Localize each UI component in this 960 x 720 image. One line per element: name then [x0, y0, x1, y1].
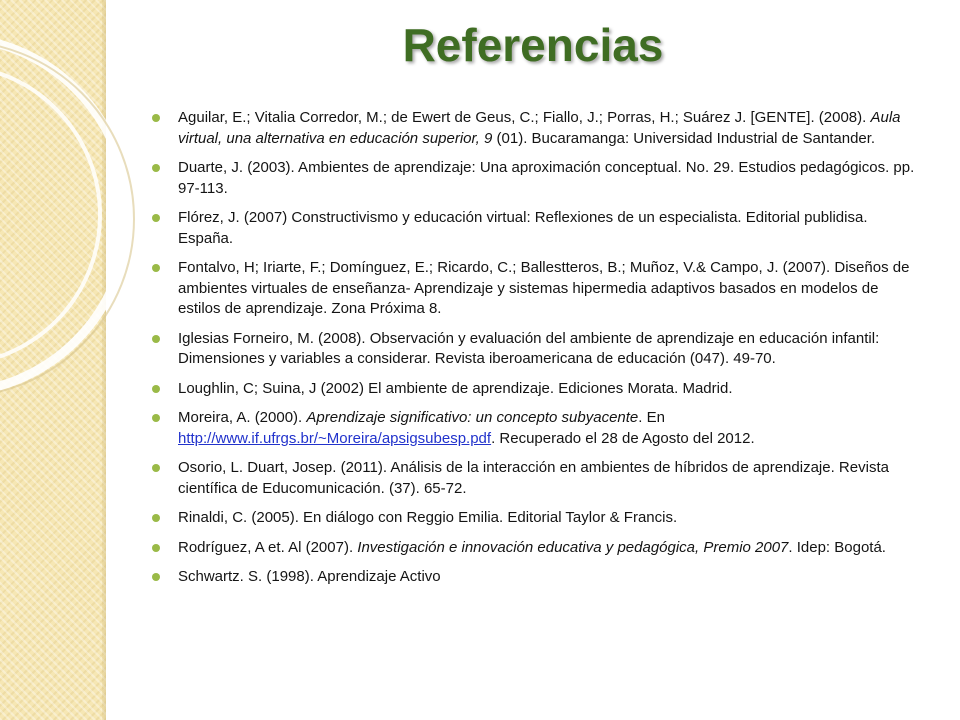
- round-bullet-icon: [152, 514, 160, 522]
- reference-item-fontalvo: [152, 258, 920, 320]
- reference-link[interactable]: http://www.if.ufrgs.br/~Moreira/apsigsubesp.pdf: [178, 429, 492, 447]
- reference-italic-title: Investigación e innovación educativa y pedagógica, Premio 2007: [357, 538, 789, 556]
- reference-item-schwartz: [152, 567, 920, 588]
- reference-text: Rinaldi, C. (2005). En diálogo con Reggio Emilia. Editorial Taylor & Francis.: [178, 509, 678, 526]
- reference-text: Duarte, J. (2003). Ambientes de aprendizaje: Una aproximación conceptual. No. 29. Estudios pedagógicos. pp. 97-113.: [178, 159, 915, 197]
- round-bullet-icon: [152, 385, 160, 393]
- reference-text: Osorio, L. Duart, Josep. (2011). Análisis de la interacción en ambientes de híbridos de aprendizaje. Revista científica de Educomunicación. (37). 65-72.: [178, 459, 889, 497]
- reference-text-tail: . Recuperado el 28 de Agosto del 2012.: [491, 429, 755, 447]
- reference-list: [152, 108, 920, 597]
- reference-italic-title: Aula virtual, una alternativa en educación superior, 9: [178, 109, 901, 147]
- round-bullet-icon: [152, 544, 160, 552]
- round-bullet-icon: [152, 264, 160, 272]
- reference-text: Schwartz. S. (1998). Aprendizaje Activo: [178, 568, 441, 585]
- round-bullet-icon: [152, 335, 160, 343]
- reference-text-continued: . En: [638, 409, 665, 426]
- round-bullet-icon: [152, 414, 160, 422]
- reference-text: Aguilar, E.; Vitalia Corredor, M.; de Ewert de Geus, C.; Fiallo, J.; Porras, H.; Suárez J. [GENTE]. (2008).: [178, 109, 867, 126]
- reference-item-rinaldi: [152, 508, 920, 529]
- page-title: Referencias: [402, 19, 664, 71]
- reference-item-iglesias: [152, 329, 920, 370]
- reference-text: Flórez, J. (2007) Constructivismo y educación virtual: Reflexiones de un especialista. Editorial publidisa. España.: [178, 209, 868, 247]
- reference-item-moreira: [152, 408, 920, 449]
- round-bullet-icon: [152, 164, 160, 172]
- reference-text: Loughlin, C; Suina, J (2002) El ambiente de aprendizaje. Ediciones Morata. Madrid.: [178, 379, 733, 397]
- reference-text: Iglesias Forneiro, M. (2008). Observación y evaluación del ambiente de aprendizaje en educación infantil: Dimensiones y variables a considerar. Revista iberoamericana de educación (047). 49-70.: [178, 329, 880, 367]
- decorative-side-band: [0, 0, 106, 720]
- reference-text: Rodríguez, A et. Al (2007).: [178, 538, 354, 556]
- reference-item-florez: [152, 208, 920, 249]
- reference-item-aguilar: [152, 108, 920, 149]
- round-bullet-icon: [152, 214, 160, 222]
- round-bullet-icon: [152, 573, 160, 581]
- reference-text: Moreira, A. (2000).: [178, 409, 303, 426]
- reference-text-continued: . Idep: Bogotá.: [788, 538, 886, 556]
- reference-text: Fontalvo, H; Iriarte, F.; Domínguez, E.; Ricardo, C.; Ballestteros, B.; Muñoz, V.& Campo, J. (2007). Diseños de ambientes virtuales de enseñanza- Aprendizaje y sistemas hipermedia adaptivos basados en modelos de estilos de aprendizaje. Zona Próxima 8.: [178, 259, 910, 317]
- reference-item-loughlin: [152, 379, 920, 400]
- reference-item-rodriguez: [152, 538, 920, 559]
- round-bullet-icon: [152, 464, 160, 472]
- reference-text-continued: (01). Bucaramanga: Universidad Industrial de Santander.: [492, 129, 876, 147]
- reference-italic-title: Aprendizaje significativo: un concepto subyacente: [306, 409, 639, 426]
- round-bullet-icon: [152, 114, 160, 122]
- reference-item-duarte: [152, 158, 920, 199]
- reference-item-osorio: [152, 458, 920, 499]
